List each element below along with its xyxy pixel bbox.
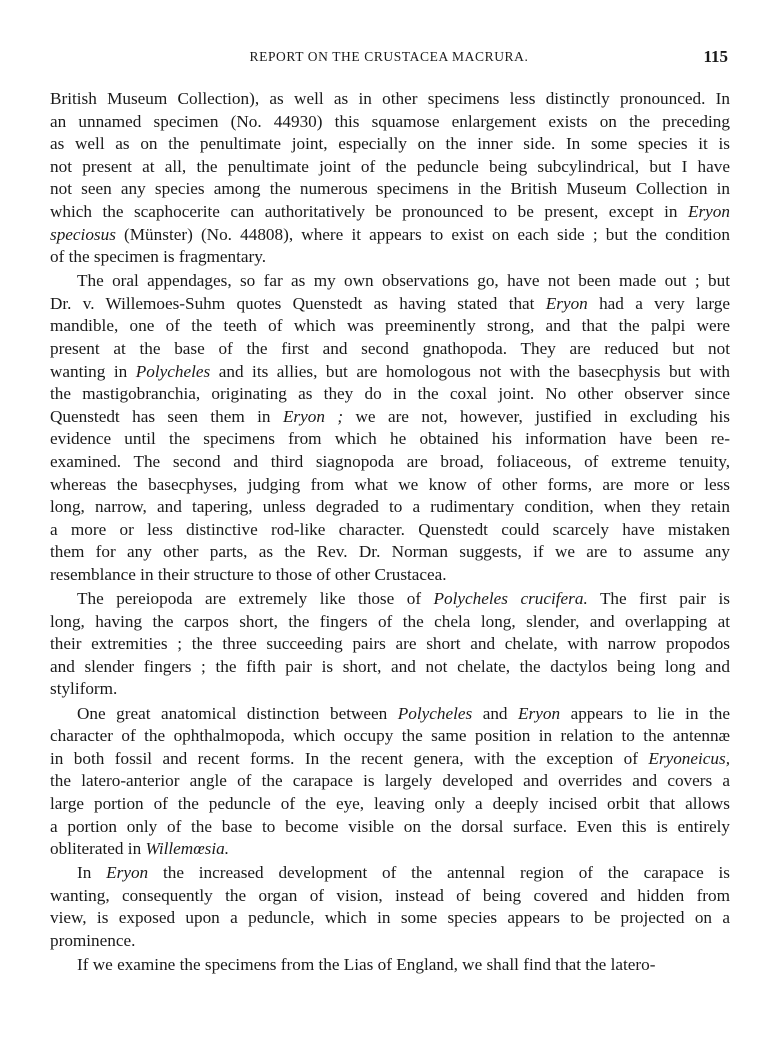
text-line xyxy=(50,224,730,247)
text-run: (Münster) (No. 44808), where it appears to exist on each side ; but the condition xyxy=(115,224,730,244)
text-run: The pereiopoda are extremely like those of xyxy=(77,589,434,609)
text-run: If we examine the specimens from the Lias of England, we shall find that the latero- xyxy=(77,955,656,975)
paragraph xyxy=(50,88,730,269)
text-line xyxy=(50,496,730,519)
italic-term: Polycheles xyxy=(397,703,473,723)
text-run: the latero-anterior angle of the carapace is largely developed and overrides and covers a xyxy=(50,771,730,791)
text-line xyxy=(50,656,730,679)
text-line xyxy=(50,428,730,451)
text-run: the mastigobranchia, originating as they do in the coxal joint. No other observer since xyxy=(50,384,730,404)
italic-term: Eryon ; xyxy=(282,406,344,426)
text-run: large portion of the peduncle of the eye, leaving only a deeply incised orbit that allows xyxy=(50,793,730,813)
running-header xyxy=(50,47,728,69)
text-line xyxy=(50,178,730,201)
text-run: not present at all, the penultimate joint of the peduncle being subcylindrical, but I have xyxy=(50,156,730,176)
paragraph-gap xyxy=(50,977,730,979)
text-line xyxy=(50,156,730,179)
text-run: an unnamed specimen (No. 44930) this squamose enlargement exists on the preceding xyxy=(50,111,730,131)
text-run: had a very large xyxy=(587,293,730,313)
text-run: in both fossil and recent forms. In the recent genera, with the exception of xyxy=(50,748,649,768)
text-run: appears to lie in the xyxy=(560,703,730,723)
text-run: their extremities ; the three succeeding pairs are short and chelate, with narrow propodos xyxy=(50,634,730,654)
italic-term: Willemœsia. xyxy=(145,839,230,859)
italic-term: Polycheles xyxy=(135,361,211,381)
text-line xyxy=(50,770,730,793)
text-line xyxy=(50,361,730,384)
text-line xyxy=(50,111,730,134)
italic-term: Eryoneicus, xyxy=(648,748,730,768)
text-line xyxy=(50,703,730,726)
text-run: and its allies, but are homologous not with the basecphysis but with xyxy=(210,361,730,381)
text-line xyxy=(50,862,730,885)
text-line xyxy=(50,885,730,908)
italic-term: Eryon xyxy=(545,293,588,313)
text-run: styliform. xyxy=(50,679,118,699)
text-run: and slender fingers ; the fifth pair is short, and not chelate, the dactylos being long and xyxy=(50,656,730,676)
text-run: wanting, consequently the organ of vision, instead of being covered and hidden from xyxy=(50,885,730,905)
text-run: and xyxy=(472,703,519,723)
text-line xyxy=(50,246,730,269)
text-line xyxy=(50,564,730,587)
paragraph xyxy=(50,270,730,586)
text-run: wanting in xyxy=(50,361,136,381)
text-run: of the specimen is fragmentary. xyxy=(50,247,267,267)
text-run: present at the base of the first and second gnathopoda. They are reduced but not xyxy=(50,339,730,359)
text-run: as well as on the penultimate joint, especially on the inner side. In some species it is xyxy=(50,134,730,154)
text-line xyxy=(50,611,730,634)
text-line xyxy=(50,588,730,611)
text-line xyxy=(50,633,730,656)
text-run: One great anatomical distinction between xyxy=(77,703,398,723)
text-run: the increased development of the antennal region of the carapace is xyxy=(148,863,730,883)
text-line xyxy=(50,748,730,771)
text-line xyxy=(50,678,730,701)
italic-term: Eryon xyxy=(106,863,149,883)
paragraph xyxy=(50,954,730,977)
running-title: REPORT ON THE CRUSTACEA MACRURA. xyxy=(249,49,529,64)
text-run: mandible, one of the teeth of which was preeminently strong, and that the palpi were xyxy=(50,316,730,336)
text-line xyxy=(50,930,730,953)
text-line xyxy=(50,88,730,111)
text-run: long, having the carpos short, the fingers of the chela long, slender, and overlapping at xyxy=(50,611,730,631)
text-run: not seen any species among the numerous specimens in the British Museum Collection in xyxy=(50,179,730,199)
text-line xyxy=(50,793,730,816)
text-run: which the scaphocerite can authoritatively be pronounced to be present, except in xyxy=(50,201,688,221)
paragraph xyxy=(50,703,730,861)
italic-term: Eryon xyxy=(687,201,730,221)
text-run: resemblance in their structure to those of other Crustacea. xyxy=(50,564,447,584)
text-run: Quenstedt has seen them in xyxy=(50,406,283,426)
text-run: whereas the basecphyses, judging from what we know of other forms, are more or less xyxy=(50,474,730,494)
italic-term: speciosus xyxy=(50,224,116,244)
text-run: long, narrow, and tapering, unless degraded to a rudimentary condition, when they retain xyxy=(50,497,730,517)
text-line xyxy=(50,133,730,156)
text-run: a more or less distinctive rod-like character. Quenstedt could scarcely have mistaken xyxy=(50,519,730,539)
text-line xyxy=(50,907,730,930)
text-line xyxy=(50,838,730,861)
text-run: obliterated in xyxy=(50,839,146,859)
text-line xyxy=(50,406,730,429)
text-run: The first pair is xyxy=(587,589,730,609)
text-run: prominence. xyxy=(50,930,136,950)
text-line xyxy=(50,474,730,497)
body-text xyxy=(50,88,730,978)
text-run: character of the ophthalmopoda, which occupy the same position in relation to the antennæ xyxy=(50,726,730,746)
text-line xyxy=(50,451,730,474)
text-line xyxy=(50,315,730,338)
text-run: The oral appendages, so far as my own observations go, have not been made out ; but xyxy=(77,271,730,291)
text-line xyxy=(50,541,730,564)
text-run: them for any other parts, as the Rev. Dr. Norman suggests, if we are to assume any xyxy=(50,542,730,562)
italic-term: Polycheles crucifera. xyxy=(433,589,588,609)
text-line xyxy=(50,270,730,293)
text-run: examined. The second and third siagnopoda are broad, foliaceous, of extreme tenuity, xyxy=(50,452,730,471)
text-run: Dr. v. Willemoes-Suhm quotes Quenstedt as having stated that xyxy=(50,293,546,313)
text-line xyxy=(50,725,730,748)
text-line xyxy=(50,383,730,406)
text-run: British Museum Collection), as well as in other specimens less distinctly pronounced. In xyxy=(50,89,730,108)
text-line xyxy=(50,293,730,316)
text-line xyxy=(50,519,730,542)
text-line xyxy=(50,954,730,977)
italic-term: Eryon xyxy=(518,703,561,723)
text-line xyxy=(50,201,730,224)
text-run: evidence until the specimens from which he obtained his information have been re- xyxy=(50,429,730,449)
paragraph xyxy=(50,588,730,701)
page-number: 115 xyxy=(703,47,728,66)
text-run: we are not, however, justified in excluding his xyxy=(343,406,730,426)
text-line xyxy=(50,816,730,839)
text-run: view, is exposed upon a peduncle, which in some species appears to be projected on a xyxy=(50,908,730,928)
paragraph xyxy=(50,862,730,952)
text-run: a portion only of the base to become visible on the dorsal surface. Even this is entirely xyxy=(50,816,730,836)
text-run: In xyxy=(77,863,107,883)
text-line xyxy=(50,338,730,361)
